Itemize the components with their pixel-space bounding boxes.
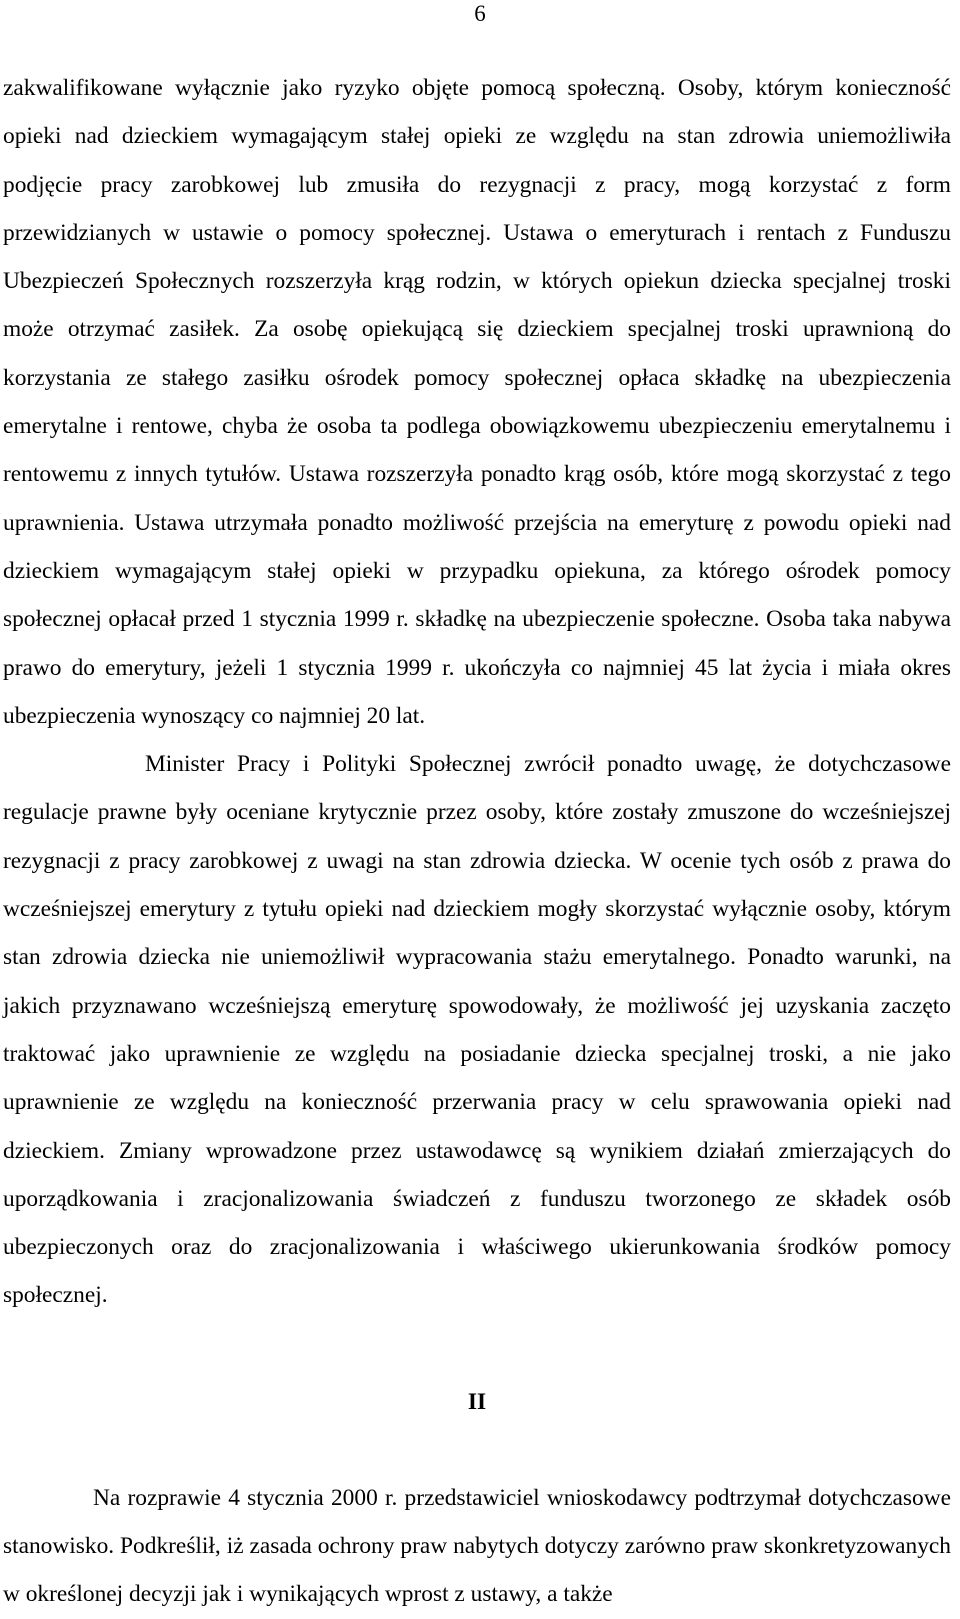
spacer bbox=[3, 1320, 951, 1378]
document-body bbox=[3, 64, 951, 1619]
paragraph-1: zakwalifikowane wyłącznie jako ryzyko objęte pomocą społeczną. Osoby, którym konieczność opieki nad dzieckiem wymagającym stałej opieki ze względu na stan zdrowia uniemożliwiła podjęcie pracy zarobkowej lub zmusiła do rezygnacji z pracy, mogą korzystać z form przewidzianych w ustawie o pomocy społecznej. Ustawa o emeryturach i rentach z Funduszu Ubezpieczeń Społecznych rozszerzyła krąg rodzin, w których opiekun dziecka specjalnej troski może otrzymać zasiłek. Za osobę opiekującą się dzieckiem specjalnej troski uprawnioną do korzystania ze stałego zasiłku ośrodek pomocy społecznej opłaca składkę na ubezpieczenia emerytalne i rentowe, chyba że osoba ta podlega obowiązkowemu ubezpieczeniu emerytalnemu i rentowemu z innych tytułów. Ustawa rozszerzyła ponadto krąg osób, które mogą skorzystać z tego uprawnienia. Ustawa utrzymała ponadto możliwość przejścia na emeryturę z powodu opieki nad dzieckiem wymagającym stałej opieki w przypadku opiekuna, za którego ośrodek pomocy społecznej opłacał przed 1 stycznia 1999 r. składkę na ubezpieczenie społeczne. Osoba taka nabywa prawo do emerytury, jeżeli 1 stycznia 1999 r. ukończyła co najmniej 45 lat życia i miała okres ubezpieczenia wynoszący co najmniej 20 lat. bbox=[3, 75, 951, 729]
spacer bbox=[3, 1426, 951, 1474]
paragraph-2: Minister Pracy i Polityki Społecznej zwrócił ponadto uwagę, że dotychczasowe regulacje prawne były oceniane krytycznie przez osoby, które zostały zmuszone do wcześniejszej rezygnacji z pracy zarobkowej z uwagi na stan zdrowia dziecka. W ocenie tych osób z prawa do wcześniejszej emerytury z tytułu opieki nad dzieckiem mogły skorzystać wyłącznie osoby, którym stan zdrowia dziecka nie uniemożliwił wypracowania stażu emerytalnego. Ponadto warunki, na jakich przyznawano wcześniejszą emeryturę spowodowały, że możliwość jej uzyskania zaczęto traktować jako uprawnienie ze względu na posiadanie dziecka specjalnej troski, a nie jako uprawnienie ze względu na konieczność przerwania pracy w celu sprawowania opieki nad dzieckiem. Zmiany wprowadzone przez ustawodawcę są wynikiem działań zmierzających do uporządkowania i zracjonalizowania świadczeń z funduszu tworzonego ze składek osób ubezpieczonych oraz do zracjonalizowania i właściwego ukierunkowania środków pomocy społecznej. bbox=[3, 751, 951, 1309]
page-number: 6 bbox=[474, 1, 486, 26]
paragraph-3: Na rozprawie 4 stycznia 2000 r. przedstawiciel wnioskodawcy podtrzymał dotychczasowe stanowisko. Podkreślił, iż zasada ochrony praw nabytych dotyczy zarówno praw skonkretyzowanych w określonej decyzji jak i wynikających wprost z ustawy, a także bbox=[3, 1484, 951, 1608]
section-heading: II bbox=[467, 1388, 487, 1415]
